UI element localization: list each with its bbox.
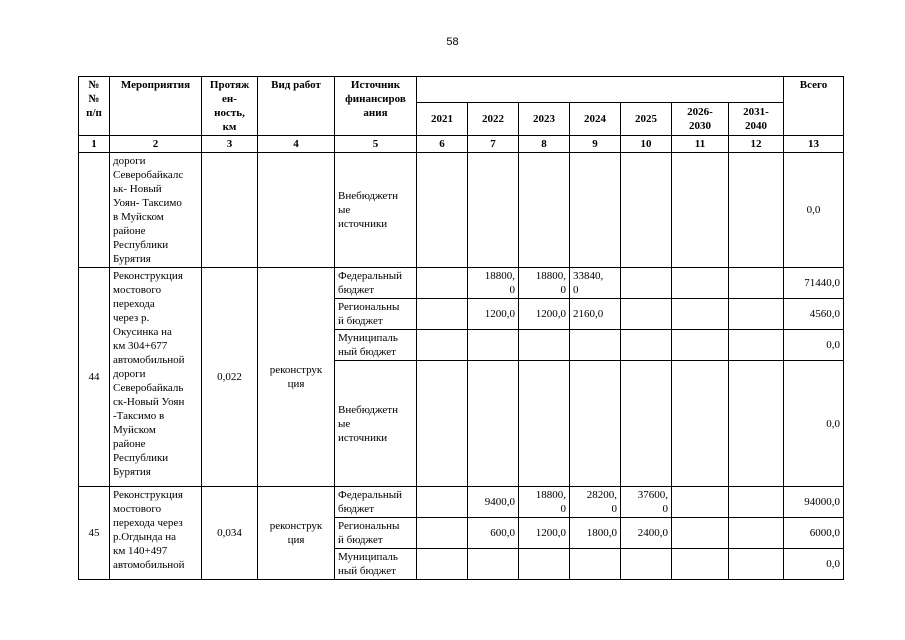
cell-work-type: реконструк ция	[258, 268, 335, 487]
cell-value	[621, 299, 672, 330]
cell-value: 1200,0	[519, 299, 570, 330]
cell-value	[417, 487, 468, 518]
header-year: 2026- 2030	[672, 103, 729, 136]
col-number: 8	[519, 136, 570, 153]
cell-total: 0,0	[784, 549, 844, 580]
cell-total: 6000,0	[784, 518, 844, 549]
cell-value	[672, 268, 729, 299]
cell-length: 0,022	[202, 268, 258, 487]
financing-table	[78, 76, 844, 580]
cell-total: 0,0	[784, 153, 844, 268]
header-event: Мероприятия	[110, 77, 202, 136]
cell-value	[729, 549, 784, 580]
cell-value	[519, 361, 570, 487]
cell-value	[621, 549, 672, 580]
cell-value	[468, 330, 519, 361]
cell-value	[729, 361, 784, 487]
col-number: 13	[784, 136, 844, 153]
header-years-group	[417, 77, 784, 103]
table-row-44-federal	[79, 268, 844, 299]
col-number: 9	[570, 136, 621, 153]
cell-value	[672, 330, 729, 361]
cell-value	[519, 330, 570, 361]
cell-value	[672, 518, 729, 549]
cell-num: 45	[79, 487, 110, 580]
cell-source: Региональны й бюджет	[335, 299, 417, 330]
cell-event: Реконструкция мостового перехода через р. Окусинка на км 304+677 автомобильной дороги Северобайкаль ск-Новый Уоян -Таксимо в Муйском районе Республики Бурятия	[110, 268, 202, 487]
cell-value	[729, 299, 784, 330]
table-row-45-federal	[79, 487, 844, 518]
header-year: 2022	[468, 103, 519, 136]
cell-num: 44	[79, 268, 110, 487]
cell-work-type	[258, 153, 335, 268]
cell-total: 94000,0	[784, 487, 844, 518]
cell-source: Региональны й бюджет	[335, 518, 417, 549]
cell-value	[672, 549, 729, 580]
cell-total: 4560,0	[784, 299, 844, 330]
header-year: 2031- 2040	[729, 103, 784, 136]
cell-value: 1200,0	[468, 299, 519, 330]
cell-value	[519, 153, 570, 268]
cell-total: 71440,0	[784, 268, 844, 299]
cell-length: 0,034	[202, 487, 258, 580]
cell-value	[729, 518, 784, 549]
col-number: 10	[621, 136, 672, 153]
cell-value	[621, 268, 672, 299]
cell-value	[519, 549, 570, 580]
col-number: 4	[258, 136, 335, 153]
col-number: 12	[729, 136, 784, 153]
cell-value	[729, 487, 784, 518]
cell-value: 33840, 0	[570, 268, 621, 299]
cell-value	[417, 153, 468, 268]
cell-value: 28200, 0	[570, 487, 621, 518]
cell-total: 0,0	[784, 361, 844, 487]
cell-value	[672, 153, 729, 268]
cell-value	[417, 361, 468, 487]
header-work-type: Вид работ	[258, 77, 335, 136]
cell-value	[570, 153, 621, 268]
cell-value: 2160,0	[570, 299, 621, 330]
cell-value: 9400,0	[468, 487, 519, 518]
cell-value	[621, 361, 672, 487]
cell-total: 0,0	[784, 330, 844, 361]
cell-source: Муниципаль ный бюджет	[335, 549, 417, 580]
col-number: 1	[79, 136, 110, 153]
column-numbers-row	[79, 136, 844, 153]
table-row-continuation	[79, 153, 844, 268]
cell-value: 18800, 0	[468, 268, 519, 299]
cell-value: 1200,0	[519, 518, 570, 549]
col-number: 5	[335, 136, 417, 153]
cell-value	[417, 299, 468, 330]
header-length: Протяж ен- ность, км	[202, 77, 258, 136]
cell-value: 37600, 0	[621, 487, 672, 518]
cell-value	[621, 153, 672, 268]
col-number: 3	[202, 136, 258, 153]
cell-value	[729, 330, 784, 361]
col-number: 7	[468, 136, 519, 153]
cell-source: Федеральный бюджет	[335, 268, 417, 299]
cell-value	[417, 518, 468, 549]
cell-value	[468, 549, 519, 580]
cell-source: Муниципаль ный бюджет	[335, 330, 417, 361]
col-number: 6	[417, 136, 468, 153]
cell-value: 2400,0	[621, 518, 672, 549]
cell-value	[672, 361, 729, 487]
cell-event: Реконструкция мостового перехода через р.Огдында на км 140+497 автомобильной	[110, 487, 202, 580]
cell-value	[621, 330, 672, 361]
cell-source: Внебюджетн ые источники	[335, 361, 417, 487]
cell-value: 600,0	[468, 518, 519, 549]
cell-value: 18800, 0	[519, 268, 570, 299]
cell-value	[417, 330, 468, 361]
cell-work-type: реконструк ция	[258, 487, 335, 580]
header-year: 2021	[417, 103, 468, 136]
cell-value	[729, 153, 784, 268]
cell-value: 18800, 0	[519, 487, 570, 518]
header-year: 2023	[519, 103, 570, 136]
header-row	[79, 77, 844, 103]
header-num: № № п/п	[79, 77, 110, 136]
cell-value	[672, 299, 729, 330]
cell-num	[79, 153, 110, 268]
header-year: 2025	[621, 103, 672, 136]
col-number: 11	[672, 136, 729, 153]
cell-source: Внебюджетн ые источники	[335, 153, 417, 268]
cell-value	[672, 487, 729, 518]
col-number: 2	[110, 136, 202, 153]
cell-value	[468, 361, 519, 487]
cell-source: Федеральный бюджет	[335, 487, 417, 518]
cell-length	[202, 153, 258, 268]
header-total: Всего	[784, 77, 844, 136]
page-number: 58	[446, 36, 459, 48]
cell-value	[468, 153, 519, 268]
header-year: 2024	[570, 103, 621, 136]
header-source: Источник финансиров ания	[335, 77, 417, 136]
cell-value	[729, 268, 784, 299]
cell-event: дороги Северобайкалс ьк- Новый Уоян- Таксимо в Муйском районе Республики Бурятия	[110, 153, 202, 268]
cell-value	[570, 549, 621, 580]
cell-value: 1800,0	[570, 518, 621, 549]
cell-value	[417, 268, 468, 299]
cell-value	[570, 330, 621, 361]
cell-value	[570, 361, 621, 487]
cell-value	[417, 549, 468, 580]
